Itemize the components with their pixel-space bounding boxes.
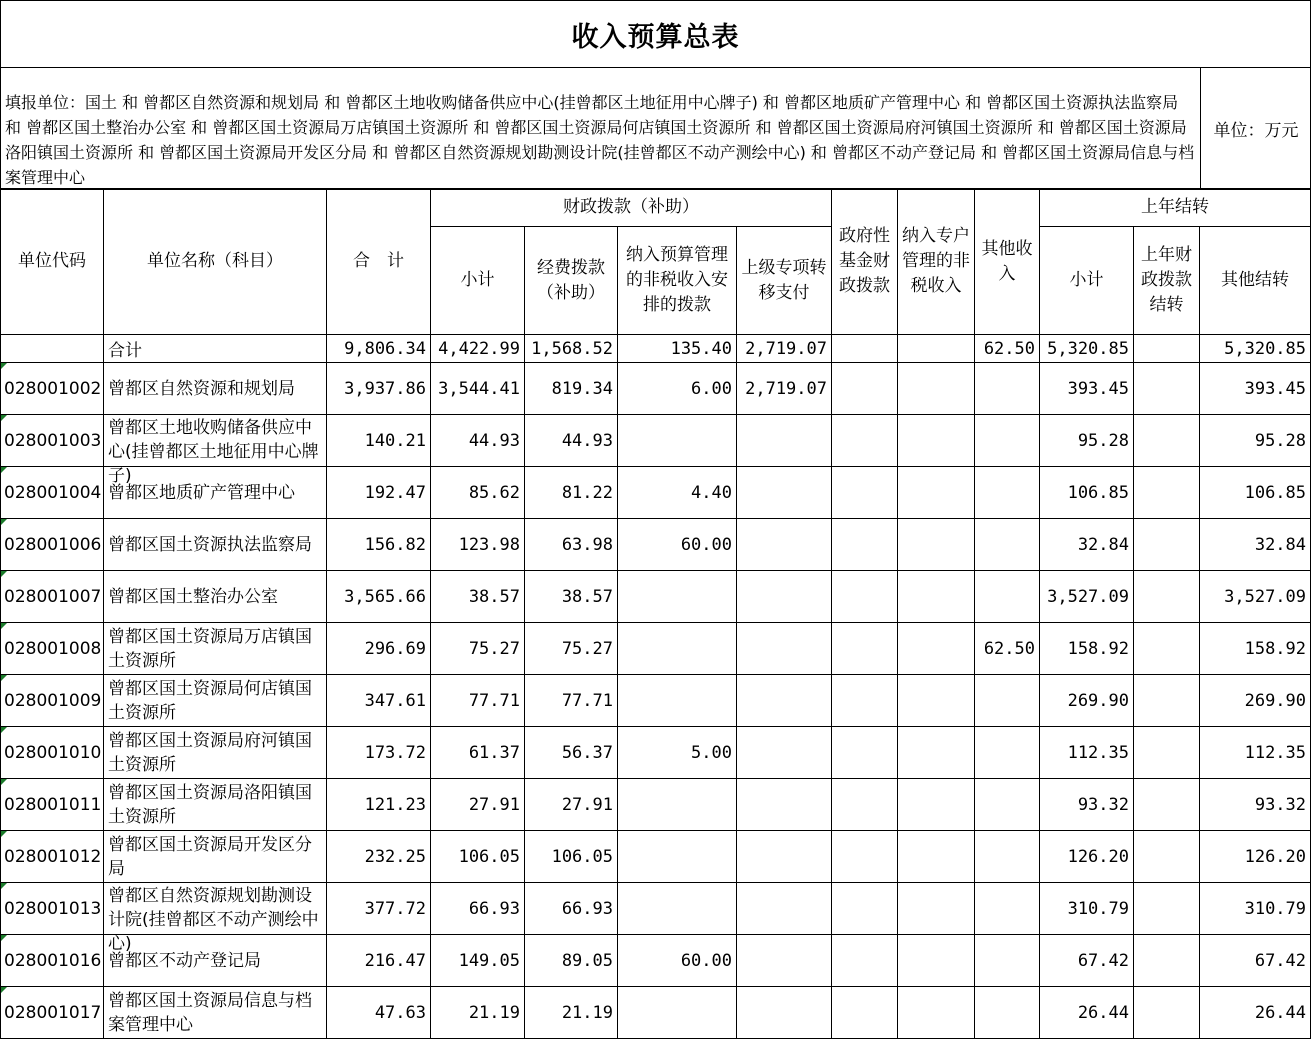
unit-name-cell [104,883,327,954]
cell-fiscal-subtotal: 106.05 [431,831,525,883]
cell-fiscal-expense: 106.05 [525,831,618,883]
table-row [1,519,1311,571]
table-row [1,987,1311,1039]
cell-carry-other: 126.20 [1200,831,1311,883]
cell-other-income [975,883,1040,935]
header-carry-other: 其他结转 [1200,227,1311,335]
cell-carry-other: 269.90 [1200,675,1311,727]
cell-carry-subtotal: 269.90 [1040,675,1134,727]
cell-total: 377.72 [327,883,431,935]
cell-other-income [975,675,1040,727]
cell-fiscal-transfer [737,415,832,467]
unit-code-cell: 028001017 [1,987,104,1039]
cell-gov-fund [832,675,898,727]
cell-carry-subtotal: 106.85 [1040,467,1134,519]
cell-fiscal-expense: 21.19 [525,987,618,1039]
cell-total: 3,937.86 [327,363,431,415]
header-code: 单位代码 [1,189,104,335]
cell-total: 121.23 [327,779,431,831]
cell-other-income [975,519,1040,571]
cell-special-nontax [898,571,975,623]
cell-carry-subtotal: 67.42 [1040,935,1134,987]
unit-code-cell: 028001016 [1,935,104,987]
cell-gov-fund [832,571,898,623]
header-name: 单位名称（科目） [104,189,327,335]
cell-special-nontax [898,623,975,675]
table-row [1,779,1311,831]
unit-name-text: 曾都区国土资源局何店镇国土资源所 [108,678,312,723]
cell-carry-subtotal: 3,527.09 [1040,571,1134,623]
cell-carry-fiscal [1134,415,1200,467]
cell-fiscal-transfer [737,519,832,571]
cell-gov-fund [832,623,898,675]
unit-code-cell: 028001012 [1,831,104,883]
cell-fiscal-expense: 77.71 [525,675,618,727]
header-carry-group: 上年结转 [1040,189,1311,227]
table-row [1,623,1311,675]
cell-other-income [975,987,1040,1039]
cell-fiscal-expense: 27.91 [525,779,618,831]
unit-code-cell: 028001006 [1,519,104,571]
total-carry-other: 5,320.85 [1200,335,1311,363]
unit-name-cell [104,987,327,1039]
header-fiscal-group: 财政拨款（补助） [431,189,832,227]
cell-fiscal-nontax: 5.00 [618,727,737,779]
cell-special-nontax [898,363,975,415]
unit-name-text: 曾都区不动产登记局 [108,950,261,971]
cell-fiscal-expense: 44.93 [525,415,618,467]
cell-total: 140.21 [327,415,431,467]
cell-fiscal-nontax [618,675,737,727]
cell-total: 296.69 [327,623,431,675]
cell-fiscal-transfer [737,675,832,727]
header-special-nontax: 纳入专户管理的非税收入 [898,189,975,335]
cell-carry-subtotal: 393.45 [1040,363,1134,415]
table-row [1,415,1311,467]
unit-name-cell [104,415,327,486]
table-row [1,675,1311,727]
table-row [1,571,1311,623]
cell-fiscal-nontax [618,883,737,935]
data-rows [1,363,1311,1039]
cell-fiscal-subtotal: 61.37 [431,727,525,779]
header-total: 合 计 [327,189,431,335]
cell-carry-other: 32.84 [1200,519,1311,571]
cell-fiscal-nontax: 4.40 [618,467,737,519]
total-row [1,335,1311,363]
cell-carry-fiscal [1134,675,1200,727]
unit-name-text: 曾都区国土资源局开发区分局 [108,834,312,879]
cell-special-nontax [898,831,975,883]
unit-code-cell: 028001007 [1,571,104,623]
unit-name-text: 曾都区自然资源和规划局 [108,378,295,399]
cell-total: 347.61 [327,675,431,727]
unit-name-text: 曾都区地质矿产管理中心 [108,482,295,503]
total-code [1,335,104,363]
unit-name-text: 曾都区土地收购储备供应中心(挂曾都区土地征用中心牌子) [108,417,319,486]
total-fiscal-transfer: 2,719.07 [737,335,832,363]
cell-gov-fund [832,831,898,883]
cell-carry-subtotal: 95.28 [1040,415,1134,467]
cell-fiscal-transfer [737,831,832,883]
cell-fiscal-subtotal: 123.98 [431,519,525,571]
cell-gov-fund [832,883,898,935]
total-carry-fiscal [1134,335,1200,363]
unit-name-cell [104,623,327,675]
header-fiscal-transfer: 上级专项转移支付 [737,227,832,335]
filing-unit-text: 填报单位：国土 和 曾都区自然资源和规划局 和 曾都区土地收购储备供应中心(挂曾都区土地征用中心牌子) 和 曾都区地质矿产管理中心 和 曾都区国土资源执法监察局 和 曾都区国土整治办公室 和 曾都区国土资源局万店镇国土资源所 和 曾都区国土资源局何店镇国土资源所 和 曾都区国土资源局府河镇国土资源所 和 曾都区国土资源局洛阳镇国土资源所 和 曾都区国土资源局开发区分局 和 曾都区自然资源规划勘测设计院(挂曾都区不动产测绘中心) 和 曾都区不动产登记局 和 曾都区国土资源局信息与档案管理中心 [5,93,1195,187]
cell-carry-other: 3,527.09 [1200,571,1311,623]
unit-name-cell [104,935,327,987]
cell-fiscal-transfer [737,727,832,779]
cell-gov-fund [832,363,898,415]
cell-fiscal-transfer [737,883,832,935]
unit-code-cell: 028001010 [1,727,104,779]
total-fiscal-nontax: 135.40 [618,335,737,363]
cell-carry-fiscal [1134,467,1200,519]
cell-fiscal-expense: 75.27 [525,623,618,675]
cell-carry-other: 26.44 [1200,987,1311,1039]
table-row [1,727,1311,779]
unit-name-cell [104,675,327,727]
cell-other-income [975,831,1040,883]
unit-code-cell: 028001008 [1,623,104,675]
total-name: 合计 [104,335,327,363]
cell-carry-subtotal: 32.84 [1040,519,1134,571]
cell-fiscal-transfer [737,987,832,1039]
cell-fiscal-subtotal: 44.93 [431,415,525,467]
total-fiscal-expense: 1,568.52 [525,335,618,363]
unit-name-text: 曾都区国土资源局府河镇国土资源所 [108,730,312,775]
cell-fiscal-transfer: 2,719.07 [737,363,832,415]
header-other-income: 其他收入 [975,189,1040,335]
header-fiscal-nontax: 纳入预算管理的非税收入安排的拨款 [618,227,737,335]
cell-fiscal-transfer [737,935,832,987]
cell-fiscal-transfer [737,571,832,623]
cell-carry-fiscal [1134,623,1200,675]
cell-special-nontax [898,467,975,519]
cell-total: 216.47 [327,935,431,987]
cell-gov-fund [832,779,898,831]
cell-total: 156.82 [327,519,431,571]
cell-gov-fund [832,467,898,519]
cell-special-nontax [898,727,975,779]
cell-fiscal-nontax: 60.00 [618,519,737,571]
cell-gov-fund [832,935,898,987]
cell-carry-other: 310.79 [1200,883,1311,935]
cell-total: 173.72 [327,727,431,779]
cell-special-nontax [898,675,975,727]
cell-fiscal-expense: 81.22 [525,467,618,519]
unit-code-cell: 028001004 [1,467,104,519]
cell-fiscal-subtotal: 77.71 [431,675,525,727]
unit-code-cell: 028001009 [1,675,104,727]
cell-fiscal-expense: 89.05 [525,935,618,987]
cell-gov-fund [832,415,898,467]
cell-fiscal-subtotal: 38.57 [431,571,525,623]
header-carry-fiscal: 上年财政拨款结转 [1134,227,1200,335]
cell-other-income [975,779,1040,831]
cell-carry-other: 95.28 [1200,415,1311,467]
cell-fiscal-subtotal: 27.91 [431,779,525,831]
cell-total: 232.25 [327,831,431,883]
cell-other-income: 62.50 [975,623,1040,675]
cell-carry-subtotal: 112.35 [1040,727,1134,779]
total-carry-subtotal: 5,320.85 [1040,335,1134,363]
cell-special-nontax [898,415,975,467]
cell-carry-fiscal [1134,571,1200,623]
cell-carry-fiscal [1134,363,1200,415]
cell-fiscal-subtotal: 3,544.41 [431,363,525,415]
header-carry-subtotal: 小计 [1040,227,1134,335]
total-total: 9,806.34 [327,335,431,363]
unit-name-text: 曾都区国土资源执法监察局 [108,534,312,555]
cell-fiscal-transfer [737,467,832,519]
cell-carry-other: 112.35 [1200,727,1311,779]
info-row [0,67,1311,190]
unit-name-cell [104,467,327,519]
cell-special-nontax [898,883,975,935]
unit-name-cell [104,831,327,883]
total-special-nontax [898,335,975,363]
report-title: 收入预算总表 [0,0,1311,67]
cell-carry-subtotal: 93.32 [1040,779,1134,831]
total-other-income: 62.50 [975,335,1040,363]
cell-carry-fiscal [1134,935,1200,987]
unit-label: 单位：万元 [1200,68,1311,189]
cell-fiscal-expense: 819.34 [525,363,618,415]
cell-fiscal-expense: 38.57 [525,571,618,623]
unit-name-text: 曾都区国土资源局洛阳镇国土资源所 [108,782,312,827]
cell-carry-subtotal: 158.92 [1040,623,1134,675]
budget-table [0,188,1311,1039]
cell-other-income [975,727,1040,779]
cell-fiscal-transfer [737,779,832,831]
unit-name-cell [104,519,327,571]
cell-total: 3,565.66 [327,571,431,623]
unit-name-text: 曾都区国土资源局信息与档案管理中心 [108,990,312,1035]
cell-special-nontax [898,519,975,571]
cell-carry-fiscal [1134,883,1200,935]
cell-fiscal-expense: 66.93 [525,883,618,935]
cell-fiscal-subtotal: 66.93 [431,883,525,935]
cell-carry-subtotal: 310.79 [1040,883,1134,935]
cell-special-nontax [898,987,975,1039]
unit-name-text: 曾都区国土资源局万店镇国土资源所 [108,626,312,671]
table-row [1,467,1311,519]
cell-fiscal-expense: 63.98 [525,519,618,571]
cell-carry-fiscal [1134,831,1200,883]
cell-carry-fiscal [1134,727,1200,779]
cell-fiscal-nontax [618,623,737,675]
cell-other-income [975,363,1040,415]
cell-fiscal-subtotal: 21.19 [431,987,525,1039]
cell-fiscal-nontax [618,571,737,623]
cell-carry-fiscal [1134,779,1200,831]
unit-name-cell [104,363,327,415]
header-fiscal-subtotal: 小计 [431,227,525,335]
unit-name-text: 曾都区国土整治办公室 [108,586,278,607]
header-gov-fund: 政府性基金财政拨款 [832,189,898,335]
cell-carry-other: 393.45 [1200,363,1311,415]
cell-fiscal-subtotal: 85.62 [431,467,525,519]
unit-name-cell [104,727,327,779]
cell-carry-fiscal [1134,519,1200,571]
cell-fiscal-nontax: 6.00 [618,363,737,415]
total-gov-fund [832,335,898,363]
unit-code-cell: 028001002 [1,363,104,415]
cell-special-nontax [898,935,975,987]
cell-carry-other: 93.32 [1200,779,1311,831]
cell-carry-other: 67.42 [1200,935,1311,987]
unit-code-cell: 028001013 [1,883,104,935]
cell-fiscal-expense: 56.37 [525,727,618,779]
cell-fiscal-subtotal: 149.05 [431,935,525,987]
table-row [1,363,1311,415]
cell-fiscal-subtotal: 75.27 [431,623,525,675]
cell-carry-other: 106.85 [1200,467,1311,519]
cell-gov-fund [832,519,898,571]
cell-gov-fund [832,727,898,779]
cell-carry-fiscal [1134,987,1200,1039]
cell-fiscal-nontax [618,415,737,467]
unit-code-cell: 028001003 [1,415,104,467]
unit-code-cell: 028001011 [1,779,104,831]
header-fiscal-expense: 经费拨款（补助） [525,227,618,335]
cell-gov-fund [832,987,898,1039]
cell-carry-subtotal: 126.20 [1040,831,1134,883]
unit-name-cell [104,571,327,623]
cell-fiscal-nontax [618,987,737,1039]
cell-other-income [975,935,1040,987]
cell-other-income [975,467,1040,519]
cell-total: 192.47 [327,467,431,519]
unit-name-cell [104,779,327,831]
table-row [1,935,1311,987]
cell-other-income [975,571,1040,623]
cell-fiscal-nontax [618,831,737,883]
cell-carry-other: 158.92 [1200,623,1311,675]
cell-total: 47.63 [327,987,431,1039]
cell-other-income [975,415,1040,467]
cell-fiscal-nontax [618,779,737,831]
table-row [1,831,1311,883]
cell-carry-subtotal: 26.44 [1040,987,1134,1039]
cell-fiscal-nontax: 60.00 [618,935,737,987]
cell-fiscal-transfer [737,623,832,675]
table-row [1,883,1311,935]
total-fiscal-subtotal: 4,422.99 [431,335,525,363]
unit-name-text: 曾都区自然资源规划勘测设计院(挂曾都区不动产测绘中心) [108,885,319,954]
cell-special-nontax [898,779,975,831]
